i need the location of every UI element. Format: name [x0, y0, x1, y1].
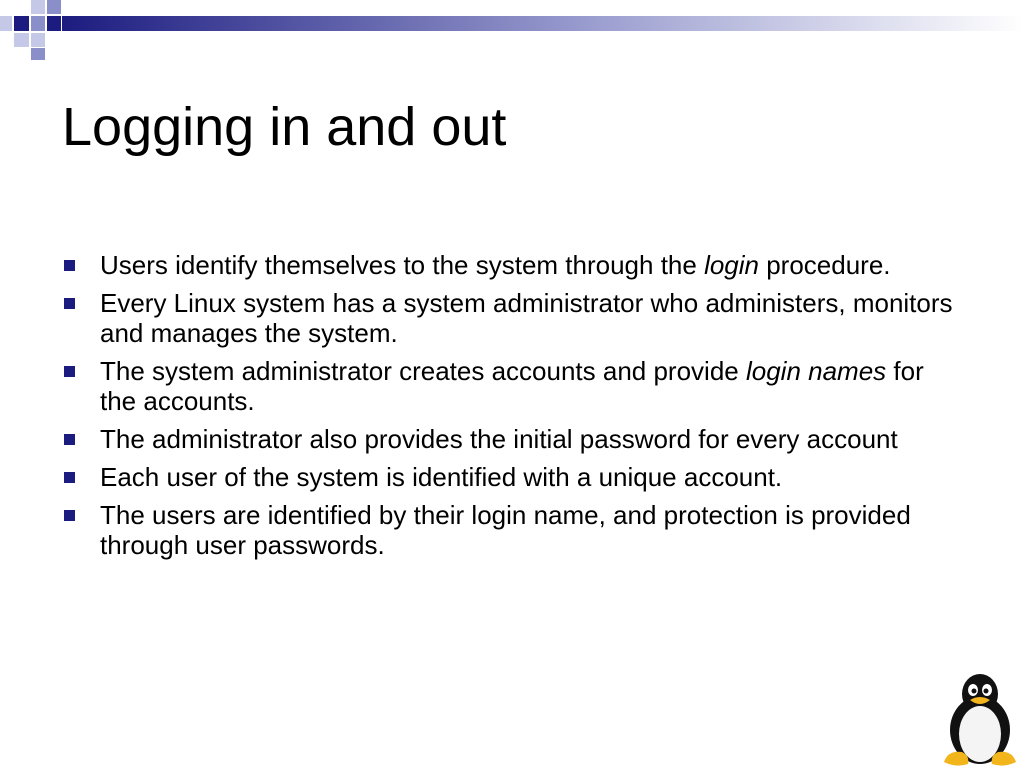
square-bullet-icon — [64, 434, 75, 445]
bullet-text: Users identify themselves to the system through the — [100, 250, 705, 280]
bullet-text: The users are identified by their login name, and protection is provided through user passwords. — [100, 500, 911, 560]
slide-title: Logging in and out — [62, 97, 507, 157]
tux-penguin-icon — [938, 672, 1022, 768]
bullet-emphasis: login — [704, 250, 759, 280]
bullet-item — [62, 250, 962, 280]
bullet-item — [62, 462, 962, 492]
square-bullet-icon — [64, 260, 75, 271]
bullet-item — [62, 500, 962, 560]
header-gradient-bar — [0, 0, 1024, 60]
bullet-text-after: procedure. — [759, 250, 891, 280]
bullet-text: The administrator also provides the initial password for every account — [100, 424, 898, 454]
bullet-emphasis: login names — [745, 356, 887, 386]
bullet-item — [62, 356, 962, 416]
bullet-text-after: for the accounts. — [100, 356, 924, 416]
bullet-item — [62, 424, 962, 454]
bullet-text: The system administrator creates accounts and provide — [100, 356, 746, 386]
bullet-text: Each user of the system is identified with a unique account. — [100, 462, 783, 492]
bullet-item — [62, 288, 962, 348]
square-bullet-icon — [64, 366, 75, 377]
square-bullet-icon — [64, 298, 75, 309]
bullet-text: Every Linux system has a system administrator who administers, monitors and manages the system. — [100, 288, 953, 348]
bullet-list — [62, 250, 962, 568]
square-bullet-icon — [64, 510, 75, 521]
square-bullet-icon — [64, 472, 75, 483]
